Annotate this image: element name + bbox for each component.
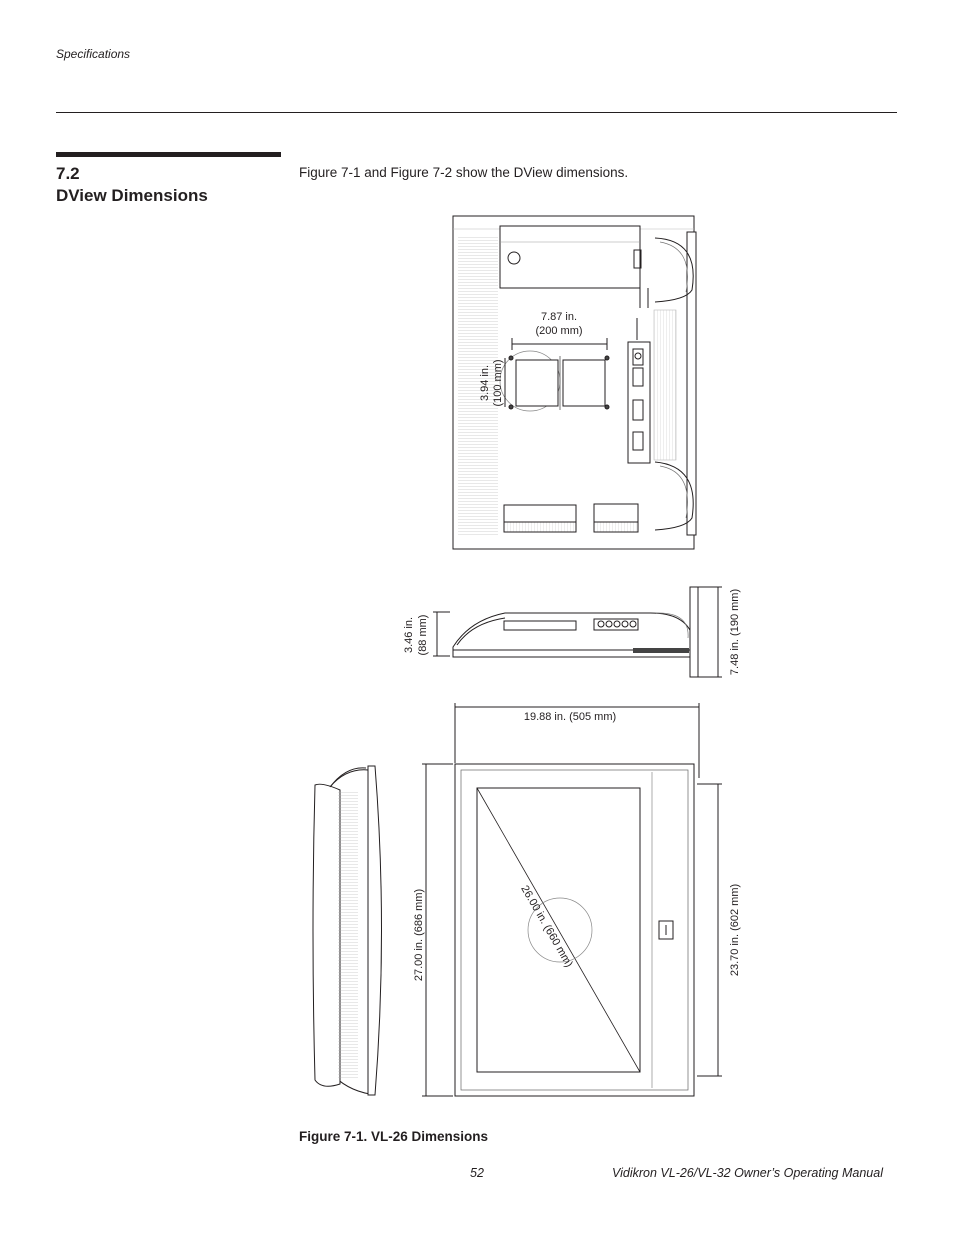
io-panel [628, 342, 650, 463]
side-profile [453, 613, 694, 650]
vesa-height-mm-label: (100 mm) [492, 359, 504, 407]
diagonal-label: 26.00 in. (660 mm) [518, 883, 575, 970]
intro-paragraph: Figure 7-1 and Figure 7-2 show the DView dimensions. [299, 165, 629, 180]
figure-caption: Figure 7-1. VL-26 Dimensions [299, 1129, 489, 1144]
screen-height-label: 23.70 in. (602 mm) [729, 883, 741, 977]
side-profile-view [313, 766, 382, 1095]
height-label: 27.00 in. (686 mm) [413, 888, 425, 982]
depth-label: 3.46 in. [403, 616, 415, 654]
vesa-width-label: 7.87 in. [540, 311, 578, 323]
depth-mm-label: (88 mm) [417, 614, 429, 656]
section-number: 7.2 [56, 164, 80, 183]
page-number: 52 [470, 1166, 484, 1180]
running-head: Specifications [56, 47, 131, 61]
mount-bracket-right [563, 360, 605, 406]
top-cover [500, 226, 640, 288]
front-view [422, 703, 722, 1096]
front-bezel [455, 764, 694, 1096]
side-view [433, 587, 722, 677]
vesa-width-mm-label: (200 mm) [535, 325, 583, 337]
vesa-height-label: 3.94 in. [479, 364, 491, 402]
width-label: 19.88 in. (505 mm) [523, 711, 617, 723]
manual-title: Vidikron VL-26/VL-32 Owner’s Operating Manual [612, 1166, 883, 1180]
section-title: DView Dimensions [56, 186, 208, 205]
mount-bracket-left [516, 360, 558, 406]
stand-depth-label: 7.48 in. (190 mm) [729, 588, 741, 676]
